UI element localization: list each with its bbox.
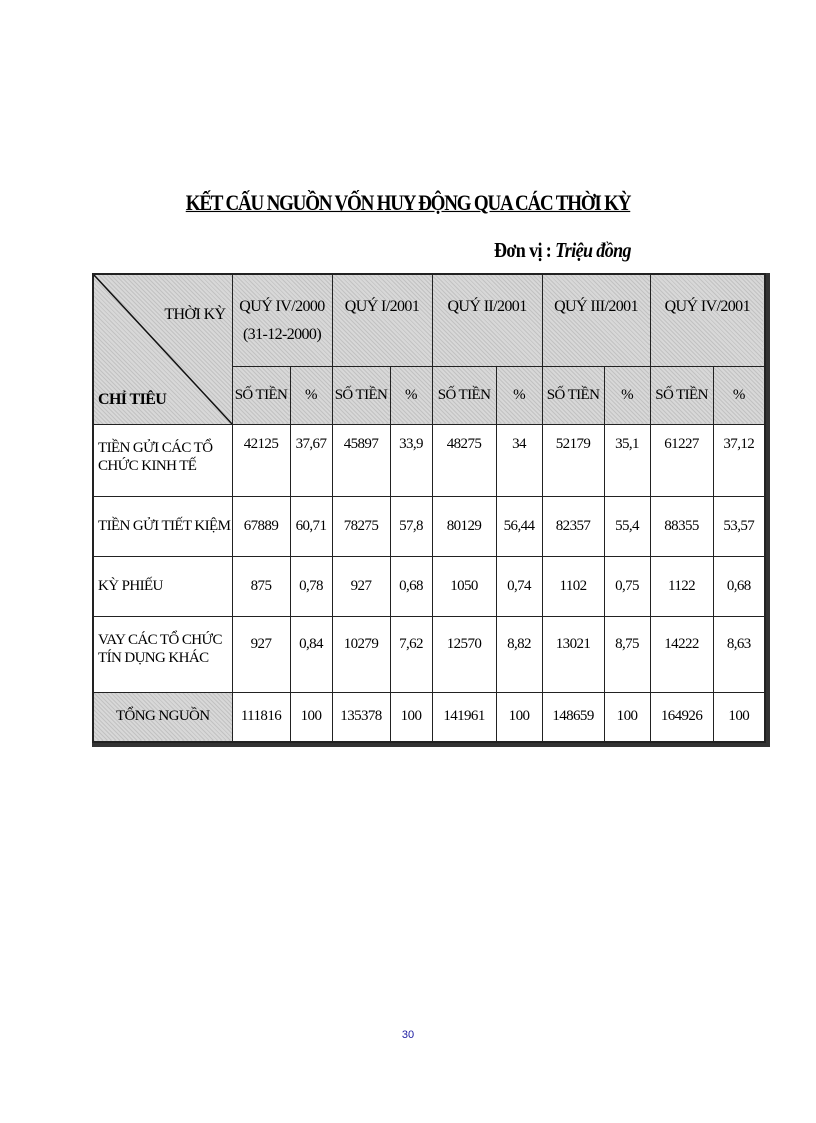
- amount-cell: 67889: [232, 496, 290, 556]
- percent-cell: 37,67: [290, 424, 332, 496]
- row-label: TIỀN GỬI TIẾT KIỆM: [93, 496, 232, 556]
- amount-cell: 52179: [542, 424, 604, 496]
- percent-cell: 37,12: [713, 424, 765, 496]
- percent-cell: 34: [496, 424, 542, 496]
- row-label: TIỀN GỬI CÁC TỔ CHỨC KINH TẾ: [93, 424, 232, 496]
- amount-cell: 42125: [232, 424, 290, 496]
- table-row: [93, 424, 765, 496]
- amount-cell: 875: [232, 556, 290, 616]
- amount-cell: 1050: [432, 556, 496, 616]
- percent-cell: 0,84: [290, 616, 332, 692]
- period-header: QUÝ III/2001: [542, 274, 650, 366]
- unit-label: Đơn vị :: [494, 238, 552, 262]
- table-frame: [92, 273, 770, 747]
- amount-subheader: SỐ TIỀN: [332, 366, 390, 424]
- amount-cell: 164926: [650, 692, 713, 742]
- period-header: QUÝ II/2001: [432, 274, 542, 366]
- amount-cell: 14222: [650, 616, 713, 692]
- amount-subheader: SỐ TIỀN: [232, 366, 290, 424]
- percent-cell: 0,68: [713, 556, 765, 616]
- capital-structure-table: [92, 273, 766, 743]
- percent-cell: 7,62: [390, 616, 432, 692]
- percent-cell: 53,57: [713, 496, 765, 556]
- amount-cell: 48275: [432, 424, 496, 496]
- amount-cell: 88355: [650, 496, 713, 556]
- percent-subheader: %: [390, 366, 432, 424]
- percent-cell: 55,4: [604, 496, 650, 556]
- row-label: VAY CÁC TỔ CHỨC TÍN DỤNG KHÁC: [93, 616, 232, 692]
- amount-cell: 78275: [332, 496, 390, 556]
- percent-cell: 0,78: [290, 556, 332, 616]
- corner-header-period: THỜI KỲ: [164, 306, 226, 323]
- period-header: QUÝ I/2001: [332, 274, 432, 366]
- percent-subheader: %: [290, 366, 332, 424]
- page-number: 30: [401, 1029, 415, 1041]
- amount-cell: 1102: [542, 556, 604, 616]
- period-header: QUÝ IV/2000 (31-12-2000): [232, 274, 332, 366]
- amount-cell: 927: [232, 616, 290, 692]
- total-label: TỔNG NGUỒN: [93, 692, 232, 742]
- amount-cell: 148659: [542, 692, 604, 742]
- amount-cell: 12570: [432, 616, 496, 692]
- percent-cell: 56,44: [496, 496, 542, 556]
- amount-cell: 13021: [542, 616, 604, 692]
- amount-cell: 10279: [332, 616, 390, 692]
- percent-cell: 8,82: [496, 616, 542, 692]
- unit-value: Triệu đồng: [555, 238, 631, 262]
- table-row: [93, 556, 765, 616]
- table-row: [93, 616, 765, 692]
- percent-cell: 100: [713, 692, 765, 742]
- percent-cell: 57,8: [390, 496, 432, 556]
- percent-cell: 100: [390, 692, 432, 742]
- amount-cell: 135378: [332, 692, 390, 742]
- percent-cell: 8,75: [604, 616, 650, 692]
- total-row: [93, 692, 765, 742]
- amount-subheader: SỐ TIỀN: [542, 366, 604, 424]
- row-label: KỲ PHIẾU: [93, 556, 232, 616]
- percent-cell: 100: [290, 692, 332, 742]
- amount-cell: 141961: [432, 692, 496, 742]
- percent-subheader: %: [496, 366, 542, 424]
- amount-cell: 61227: [650, 424, 713, 496]
- percent-cell: 35,1: [604, 424, 650, 496]
- table-row: [93, 496, 765, 556]
- percent-cell: 0,74: [496, 556, 542, 616]
- percent-cell: 0,68: [390, 556, 432, 616]
- percent-cell: 33,9: [390, 424, 432, 496]
- amount-cell: 82357: [542, 496, 604, 556]
- percent-cell: 60,71: [290, 496, 332, 556]
- percent-cell: 100: [604, 692, 650, 742]
- amount-cell: 1122: [650, 556, 713, 616]
- amount-subheader: SỐ TIỀN: [650, 366, 713, 424]
- percent-subheader: %: [604, 366, 650, 424]
- amount-cell: 927: [332, 556, 390, 616]
- corner-header-cell: [93, 274, 232, 424]
- corner-header-indicator: CHỈ TIÊU: [98, 390, 167, 408]
- percent-cell: 100: [496, 692, 542, 742]
- percent-cell: 8,63: [713, 616, 765, 692]
- amount-cell: 45897: [332, 424, 390, 496]
- unit-line: [494, 238, 631, 262]
- percent-subheader: %: [713, 366, 765, 424]
- amount-subheader: SỐ TIỀN: [432, 366, 496, 424]
- period-header: QUÝ IV/2001: [650, 274, 765, 366]
- percent-cell: 0,75: [604, 556, 650, 616]
- amount-cell: 111816: [232, 692, 290, 742]
- amount-cell: 80129: [432, 496, 496, 556]
- page-title: KẾT CẤU NGUỒN VỐN HUY ĐỘNG QUA CÁC THỜI KỲ: [185, 191, 631, 216]
